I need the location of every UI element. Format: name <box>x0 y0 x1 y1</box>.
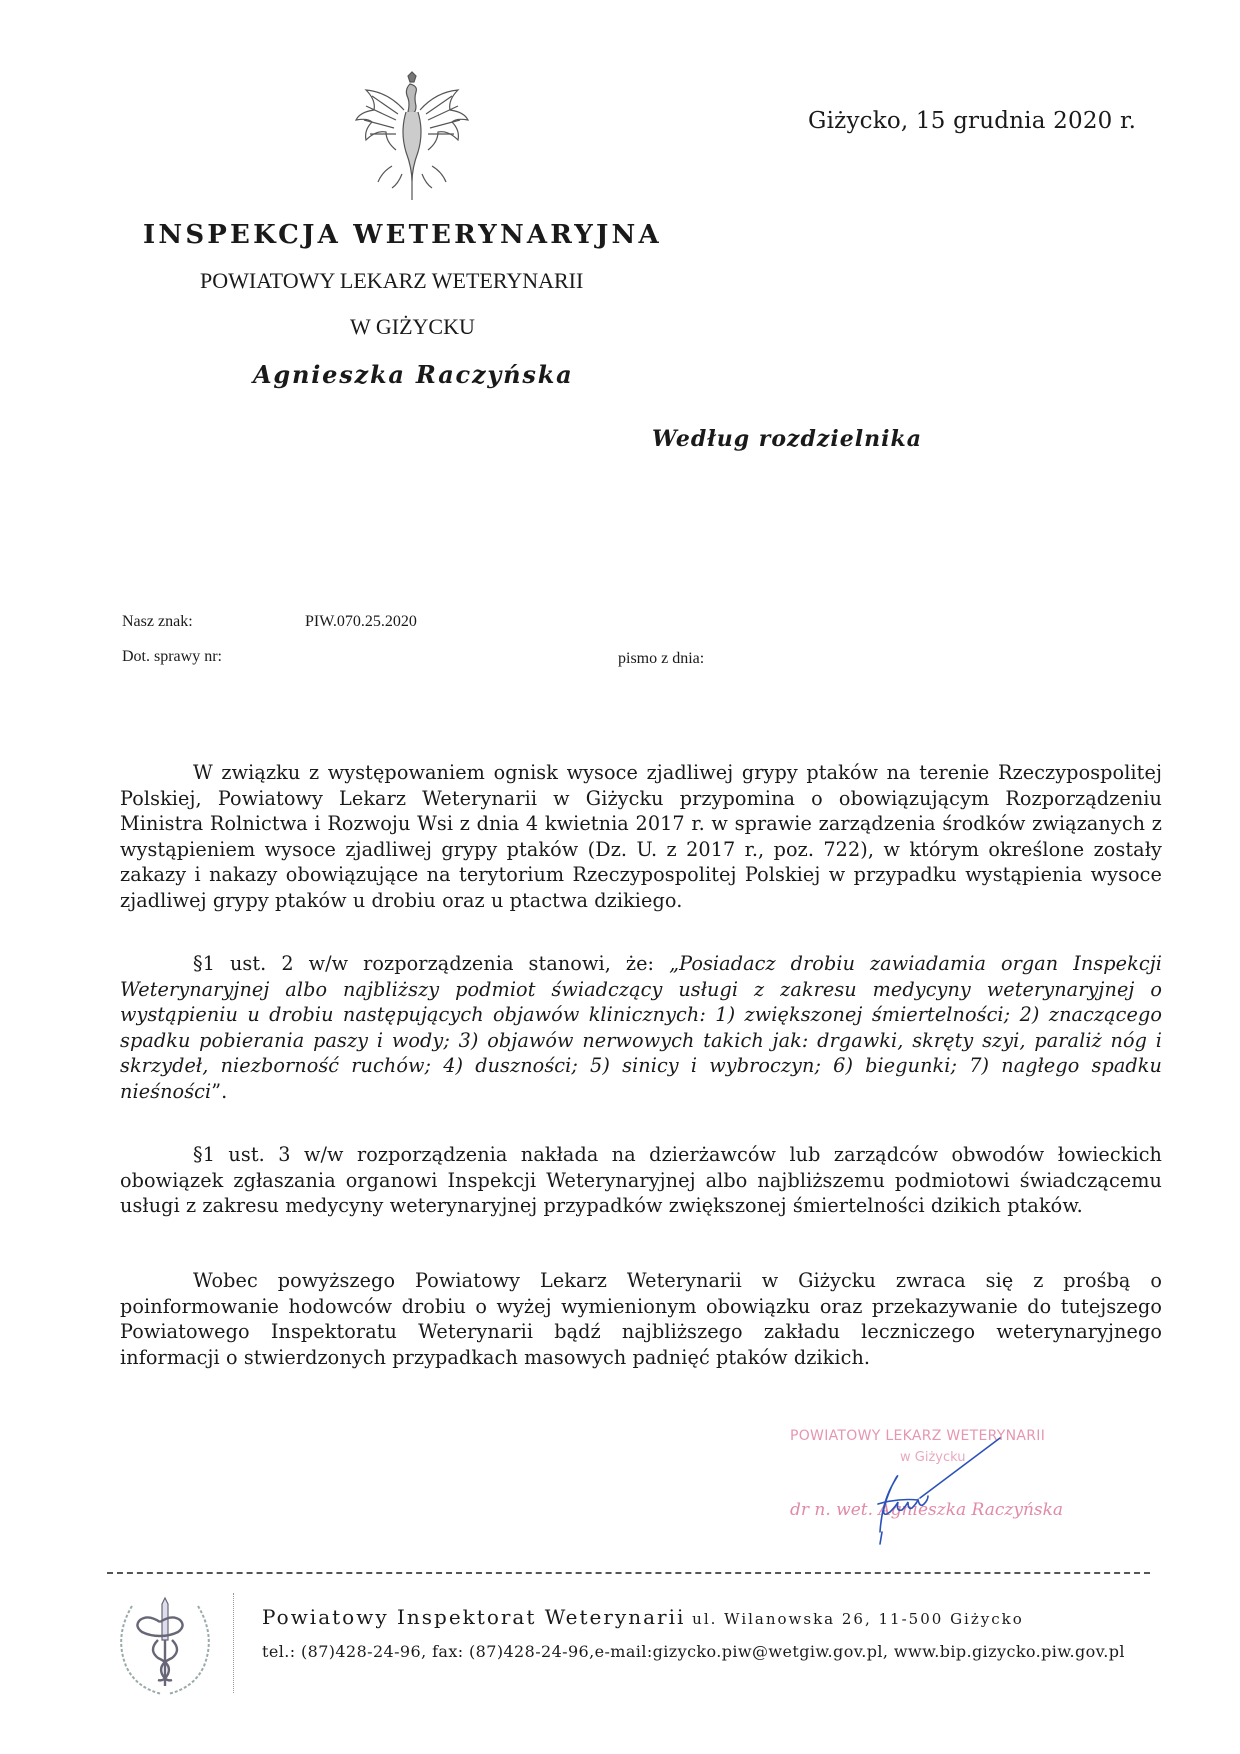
org-title: INSPEKCJA WETERYNARYJNA <box>143 220 662 250</box>
footer-address: ul. Wilanowska 26, 11-500 Giżycko <box>685 1610 1024 1628</box>
footer-divider-line <box>107 1572 1150 1574</box>
our-reference-label: Nasz znak: <box>122 613 193 630</box>
stamp-signatory: dr n. wet. Agnieszka Raczyńska <box>790 1500 1064 1520</box>
footer-vertical-divider <box>233 1593 234 1693</box>
handwritten-signature-icon <box>780 1420 1080 1550</box>
org-subtitle-office: POWIATOWY LEKARZ WETERYNARII <box>200 268 584 293</box>
org-head-name: Agnieszka Raczyńska <box>253 360 574 389</box>
paragraph-text: W związku z występowaniem ognisk wysoce zjadliwej grypy ptaków na terenie Rzeczypospolitej Polskiej, Powiatowy Lekarz Weterynarii w Giżycku przypomina o obowiązującym Rozporządzeniu Ministra Rolnictwa i Rozwoju Wsi z dnia 4 kwietnia 2017 r. w sprawie zarządzenia środków związanych z wystąpieniem wysoce zjadliwej grypy ptaków (Dz. U. z 2017 r., poz. 722), w którym określone zostały zakazy i nakazy obowiązujące na terytorium Rzeczypospolitej Polskiej w przypadku wystąpienia wysoce zjadliwej grypy ptaków u drobiu oraz u ptactwa dzikiego. <box>120 761 1162 912</box>
regulation-quote: „Posiadacz drobiu zawiadamia organ Inspekcji Weterynaryjnej albo najbliższy podmiot świadczący usługi z zakresu medycyny weterynaryjnej o wystąpieniu u drobiu następujących objawów klinicznych: 1) zwiększonej śmiertelności; 2) znaczącego spadku pobierania paszy i wody; 3) objawów nerwowych takich jak: drgawki, skręty szyi, paraliż nóg i skrzydeł, niezborność ruchów; 4) duszności; 5) sinicy i wybroczyn; 6) biegunki; 7) nagłego spadku nieśności <box>120 952 1162 1103</box>
our-reference-value: PIW.070.25.2020 <box>305 613 417 630</box>
regulation-citation: §1 ust. 2 w/w rozporządzenia stanowi, że: <box>193 952 670 975</box>
body-paragraph-1 <box>120 760 1162 914</box>
footer-contact-info: tel.: (87)428-24-96, fax: (87)428-24-96,e-mail:gizycko.piw@wetgiw.gov.pl, www.bip.gizycko.piw.gov.pl <box>262 1642 1125 1661</box>
quote-end: ”. <box>211 1079 228 1103</box>
footer-organization <box>262 1605 1024 1629</box>
veterinary-caduceus-logo-icon <box>110 1592 220 1697</box>
body-paragraph-3 <box>120 1142 1162 1219</box>
body-paragraph-2 <box>120 951 1162 1105</box>
place-date: Giżycko, 15 grudnia 2020 r. <box>808 108 1137 134</box>
body-paragraph-4 <box>120 1268 1162 1370</box>
recipient: Według rozdzielnika <box>652 426 922 452</box>
stamp-city: w Giżycku <box>900 1450 966 1465</box>
stamp-title: POWIATOWY LEKARZ WETERYNARII <box>790 1428 1046 1444</box>
paragraph-text: Wobec powyższego Powiatowy Lekarz Weterynarii w Giżycku zwraca się z prośbą o poinformowanie hodowców drobiu o wyżej wymienionym obowiązku oraz przekazywanie do tutejszego Powiatowego Inspektoratu Weterynarii bądź najbliższego zakładu leczniczego weterynaryjnego informacji o stwierdzonych przypadkach masowych padnięć ptaków dzikich. <box>120 1269 1162 1369</box>
polish-eagle-emblem-icon <box>352 70 472 205</box>
official-stamp <box>780 1420 1080 1550</box>
letter-date-label: pismo z dnia: <box>618 650 705 667</box>
case-number-label: Dot. sprawy nr: <box>122 648 222 665</box>
org-subtitle-city: W GIŻYCKU <box>350 314 475 339</box>
footer-org-name: Powiatowy Inspektorat Weterynarii <box>262 1605 686 1629</box>
paragraph-text <box>120 951 1162 1105</box>
paragraph-text: §1 ust. 3 w/w rozporządzenia nakłada na dzierżawców lub zarządców obwodów łowieckich obowiązek zgłaszania organowi Inspekcji Weterynaryjnej albo najbliższemu podmiotowi świadczącemu usługi z zakresu medycyny weterynaryjnej przypadków zwiększonej śmiertelności dzikich ptaków. <box>120 1143 1162 1218</box>
